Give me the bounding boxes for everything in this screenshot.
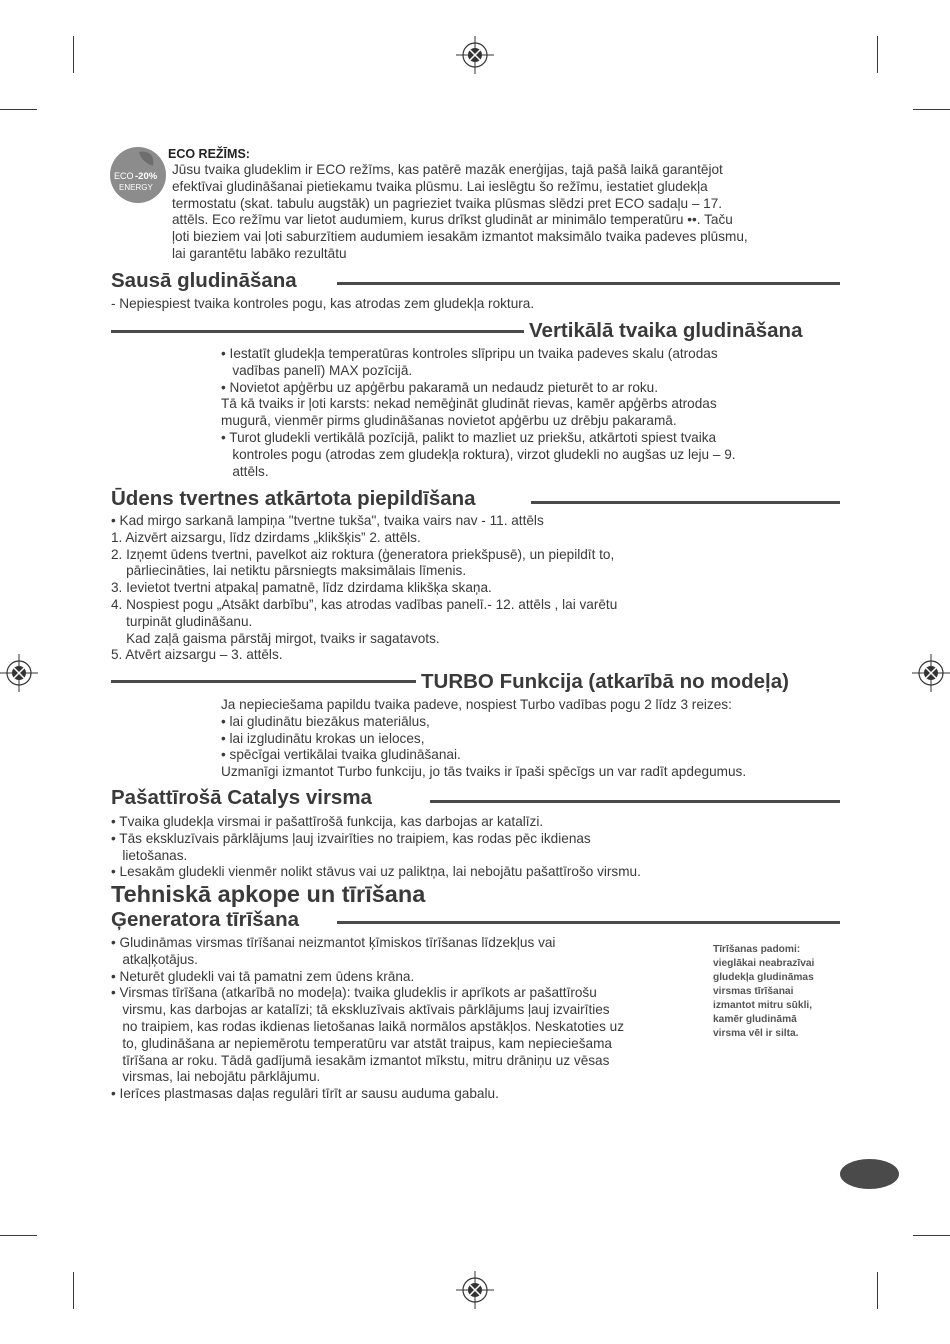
text-line: 1. Aizvērt aizsargu, līdz dzirdams „klikšķis” 2. attēls. [111, 529, 421, 545]
section-rule [337, 282, 840, 285]
text-line: attēls. [221, 463, 269, 479]
dry-ironing-heading: Sausā gludināšana [111, 269, 297, 292]
turbo-body [221, 697, 746, 781]
catalys-body [111, 814, 641, 881]
section-rule [430, 800, 840, 803]
eco-icon-label: ECO [114, 171, 134, 181]
crop-mark [877, 1272, 878, 1309]
text-line: to, gludināšana ar nepiemērotu temperatūru var atstāt traipus, kam nepieciešama [111, 1035, 612, 1051]
crop-mark [0, 1235, 37, 1236]
refill-heading: Ūdens tvertnes atkārtota piepildīšana [111, 487, 476, 510]
text-line: Ja nepieciešama papildu tvaika padeve, nospiest Turbo vadības pogu 2 līdz 3 reizes: [221, 697, 732, 712]
text-line: • Tās ekskluzīvais pārklājums ļauj izvairīties no traipiem, kas rodas pēc ikdienas [111, 830, 591, 846]
text-line: • Lesakām gludekli vienmēr nolikt stāvus vai uz paliktņa, lai nebojātu pašattīrošo virsmu. [111, 864, 641, 880]
text-line: Tīrīšanas padomi: [713, 944, 801, 955]
text-line: 3. Ievietot tvertni atpakaļ pamatnē, līdz dzirdama klikšķa skaņa. [111, 580, 492, 596]
section-rule [111, 330, 524, 333]
text-line: efektīvai gludināšanai pietiekamu tvaika plūsmu. Lai ieslēgtu šo režīmu, iestatiet gludekļa [172, 178, 708, 194]
text-line: • Gludināmas virsmas tīrīšanai neizmantot ķīmiskos tīrīšanas līdzekļus vai [111, 935, 556, 950]
text-line: 5. Atvērt aizsargu – 3. attēls. [111, 647, 283, 663]
text-line: atkaļķotājus. [111, 951, 198, 967]
text-line: virsmas tīrīšanai [713, 986, 794, 997]
registration-mark-icon [912, 654, 950, 692]
text-line: pārliecinātie﻿s, lai netiktu pārsniegts maksimālais līmenis. [111, 563, 467, 579]
text-line: ļoti bieziem vai ļoti saburzītiem audumiem iesakām izmantot maksimālo tvaika padeves plūsmu, [172, 229, 748, 245]
text-line: • lai izgludinātu krokas un ieloces, [221, 730, 425, 746]
registration-mark-icon [456, 36, 494, 74]
text-line: Jūsu tvaika gludeklim ir ECO režīms, kas patērē mazāk enerģijas, tajā pašā laikā garantējot [172, 162, 723, 177]
text-line: attēls. Eco režīmu var lietot audumiem, kurus drīkst gludināt ar minimālo temperatūru ••. Taču [172, 212, 733, 228]
vertical-steam-heading: Vertikālā tvaika gludināšana [529, 319, 803, 342]
text-line: lai garantētu labāko rezultātu [172, 245, 347, 261]
section-rule [337, 921, 840, 924]
eco-body [172, 162, 748, 263]
text-line: termostatu (skat. tabulu augstāk) un pagrieziet tvaika plūsmas slēdzi pret ECO sadaļu – 17. [172, 195, 723, 211]
registration-mark-icon [0, 654, 38, 692]
refill-body [111, 513, 617, 664]
text-line: lietošanas. [111, 847, 188, 863]
eco-icon-energy: ENERGY [119, 183, 153, 192]
text-line: Uzmanīgi izmantot Turbo funkciju, jo tās tvaiks ir īpaši spēcīgs un var radīt apdegumus. [221, 764, 747, 780]
crop-mark [0, 109, 37, 110]
text-line: virsmas, lai nebojātu pārklājumu. [111, 1069, 321, 1085]
crop-mark [913, 1235, 950, 1236]
text-line: • Neturēt gludekli vai tā pamatni zem ūdens krāna. [111, 968, 415, 984]
maintenance-body [111, 935, 624, 1103]
section-rule [531, 501, 840, 504]
text-line: • Turot gludekli vertikālā pozīcijā, palikt to mazliet uz priekšu, atkārtoti spiest tvaika [221, 429, 717, 445]
text-line: • lai gludinātu biezākus materiālus, [221, 713, 430, 729]
text-line: no traipiem, kas rodas ikdienas lietošanas laikā normālos apstākļos. Neskatoties uz [111, 1018, 625, 1034]
crop-mark [877, 36, 878, 73]
catalys-heading: Pašattīrošā Catalys virsma [111, 786, 372, 809]
text-line: • Iestatīt gludekļa temperatūras kontroles slīpripu un tvaika padeves skalu (atrodas [221, 346, 718, 361]
crop-mark [73, 36, 74, 73]
eco-icon-percent: -20% [135, 171, 158, 182]
text-line: 4. Nospiest pogu „Atsākt darbību”, kas atrodas vadības panelī.- 12. attēls , lai varētu [111, 596, 618, 612]
text-line: • Tvaika gludekļa virsmai ir pašattīrošā funkcija, kas darbojas ar katalīzi. [111, 814, 544, 829]
text-line: • Virsmas tīrīšana (atkarībā no modeļa): tvaika gludeklis ir aprīkots ar pašattīrošu [111, 985, 597, 1001]
dry-ironing-text: - Nepiespiest tvaika kontroles pogu, kas atrodas zem gludekļa roktura. [111, 296, 535, 311]
maintenance-heading: Tehniskā apkope un tīrīšana [111, 881, 426, 907]
text-line: kontroles pogu (atrodas zem gludekļa roktura), virzot gludekli no augšas uz leju – 9. [221, 446, 736, 462]
cleaning-tips-note [713, 943, 814, 1041]
text-line: • Ierīces plastmasas daļas regulāri tīrīt ar sausu auduma gabalu. [111, 1086, 499, 1102]
text-line: • spēcīgai vertikālai tvaika gludināšanai. [221, 747, 461, 763]
text-line: gludekļa gludināmas [713, 972, 814, 983]
text-line: izmantot mitru sūkli, [713, 1000, 813, 1011]
text-line: • Kad mirgo sarkanā lampiņa "tvertne tukša", tvaika vairs nav - 11. attēls [111, 513, 544, 528]
section-rule [111, 680, 416, 683]
text-line: turpināt gludināšanu. [111, 613, 253, 629]
crop-mark [913, 109, 950, 110]
turbo-heading: TURBO Funkcija (atkarībā no modeļa) [421, 670, 789, 693]
text-line: tīrīšana ar roku. Tādā gadījumā iesakām izmantot mīkstu, mitru drāniņu uz vēsas [111, 1052, 610, 1068]
text-line: 2. Izņemt ūdens tvertni, pavelkot aiz roktura (ģeneratora priekšpusē), un piepildīt to, [111, 546, 615, 562]
page-tab [840, 1159, 899, 1189]
registration-mark-icon [456, 1271, 494, 1309]
vertical-steam-body [221, 346, 736, 480]
text-line: vieglākai neabrazīvai [713, 958, 815, 969]
text-line: Tā kā tvaiks ir ļoti karsts: nekad nemēģināt gludināt rievas, kamēr apģērbs atrodas [221, 396, 717, 412]
eco-energy-icon [109, 146, 167, 204]
eco-title: ECO REŽĪMS: [168, 147, 250, 161]
crop-mark [73, 1272, 74, 1309]
text-line: Kad zaļā gaisma pārstāj mirgot, tvaiks ir sagatavots. [111, 630, 440, 646]
text-line: • Novietot apģērbu uz apģērbu pakaramā un nedaudz pieturēt to ar roku. [221, 379, 659, 395]
text-line: virsma vēl ir silta. [713, 1028, 799, 1039]
text-line: mugurā, vienmēr pirms gludināšanas novietot apģērbu uz drēbju pakaramā. [221, 413, 677, 429]
text-line: kamēr gludināmā [713, 1014, 797, 1025]
text-line: virsmu, kas darbojas ar katalīzi; tā ekskluzīvais aktīvais pārklājums ļauj izvairīties [111, 1002, 610, 1018]
text-line: vadības panelī) MAX pozīcijā. [221, 362, 413, 378]
generator-cleaning-heading: Ģeneratora tīrīšana [111, 908, 299, 931]
